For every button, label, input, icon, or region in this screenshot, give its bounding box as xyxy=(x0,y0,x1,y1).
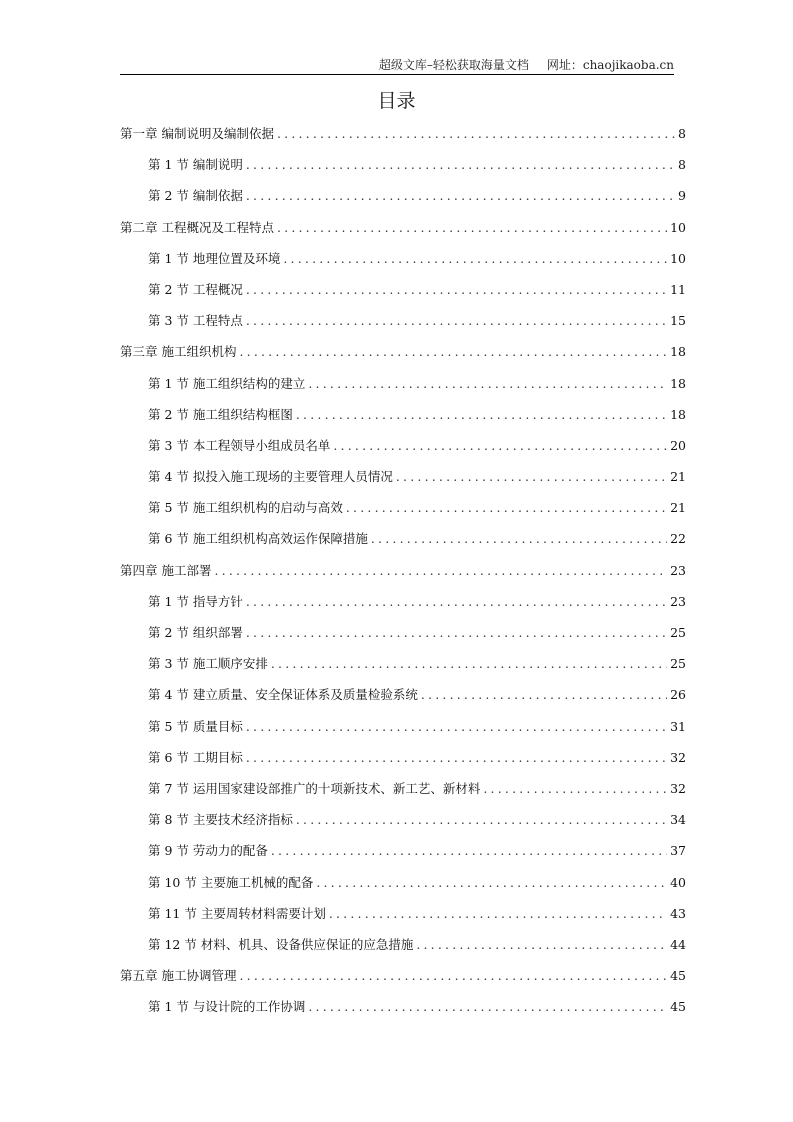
toc-page-number: 18 xyxy=(670,406,686,422)
toc-entry-label: 第三章 施工组织机构 xyxy=(120,344,237,360)
dot-leader xyxy=(277,126,675,141)
toc-chapter-entry[interactable] xyxy=(120,966,686,997)
toc-entry-label: 第 1 节 指导方针 xyxy=(148,593,243,609)
dot-leader xyxy=(396,469,667,484)
toc-page-number: 10 xyxy=(670,219,686,235)
toc-entry-label: 第 11 节 主要周转材料需要计划 xyxy=(148,905,326,921)
toc-page-number: 23 xyxy=(670,562,686,578)
toc-entry-label: 第 2 节 施工组织结构框图 xyxy=(148,406,293,422)
toc-entry-label: 第 6 节 施工组织机构高效运作保障措施 xyxy=(148,531,368,547)
dot-leader xyxy=(246,594,667,609)
toc-entry-label: 第 3 节 本工程领导小组成员名单 xyxy=(148,437,331,453)
toc-chapter-entry[interactable] xyxy=(120,124,686,155)
toc-entry-label: 第四章 施工部署 xyxy=(120,562,212,578)
toc-page-number: 8 xyxy=(678,126,686,141)
toc-page-number: 18 xyxy=(670,375,686,391)
toc-section-entry[interactable] xyxy=(120,249,686,280)
toc-page-number: 40 xyxy=(670,874,686,890)
toc-section-entry[interactable] xyxy=(120,498,686,529)
toc-page-number: 11 xyxy=(670,281,686,297)
toc-page-number: 45 xyxy=(670,968,686,984)
toc-page-number: 32 xyxy=(670,749,686,765)
toc-section-entry[interactable] xyxy=(120,529,686,560)
toc-page-number: 21 xyxy=(670,469,686,485)
toc-page-number: 26 xyxy=(670,687,686,703)
toc-section-entry[interactable] xyxy=(120,311,686,342)
dot-leader xyxy=(483,781,667,796)
dot-leader xyxy=(283,251,667,266)
toc-entry-label: 第 4 节 建立质量、安全保证体系及质量检验系统 xyxy=(148,687,418,703)
dot-leader xyxy=(239,968,667,983)
toc-section-entry[interactable] xyxy=(120,280,686,311)
toc-entry-label: 第 2 节 编制依据 xyxy=(148,188,243,204)
toc-section-entry[interactable] xyxy=(120,904,686,935)
page-header xyxy=(120,56,674,75)
dot-leader xyxy=(296,812,667,827)
dot-leader xyxy=(421,687,667,702)
toc-chapter-entry[interactable] xyxy=(120,342,686,373)
dot-leader xyxy=(316,875,667,890)
toc-section-entry[interactable] xyxy=(120,654,686,685)
toc-page-number: 43 xyxy=(670,905,686,921)
toc-section-entry[interactable] xyxy=(120,997,686,1028)
table-of-contents xyxy=(120,124,686,1028)
toc-page-number: 25 xyxy=(670,656,686,672)
toc-entry-label: 第 1 节 地理位置及环境 xyxy=(148,250,281,266)
toc-chapter-entry[interactable] xyxy=(120,218,686,249)
toc-section-entry[interactable] xyxy=(120,717,686,748)
toc-entry-label: 第 3 节 工程特点 xyxy=(148,313,243,329)
toc-entry-label: 第二章 工程概况及工程特点 xyxy=(120,219,274,235)
toc-section-entry[interactable] xyxy=(120,841,686,872)
dot-leader xyxy=(246,625,667,640)
toc-entry-label: 第 10 节 主要施工机械的配备 xyxy=(148,874,314,890)
toc-entry-label: 第 4 节 拟投入施工现场的主要管理人员情况 xyxy=(148,469,393,485)
toc-page-number: 18 xyxy=(670,344,686,360)
dot-leader xyxy=(246,750,667,765)
toc-entry-label: 第 2 节 组织部署 xyxy=(148,625,243,640)
header-site: 超级文库–轻松获取海量文档 xyxy=(378,58,529,72)
toc-section-entry[interactable] xyxy=(120,873,686,904)
toc-entry-label: 第 6 节 工期目标 xyxy=(148,749,243,765)
toc-section-entry[interactable] xyxy=(120,592,686,623)
dot-leader xyxy=(271,843,667,858)
dot-leader xyxy=(371,531,667,546)
page-title: 目录 xyxy=(377,90,416,112)
toc-section-entry[interactable] xyxy=(120,186,686,217)
dot-leader xyxy=(333,438,667,453)
toc-section-entry[interactable] xyxy=(120,467,686,498)
dot-leader xyxy=(239,344,667,359)
toc-page-number: 21 xyxy=(670,500,686,516)
toc-section-entry[interactable] xyxy=(120,374,686,405)
dot-leader xyxy=(296,407,667,422)
dot-leader xyxy=(346,500,667,515)
toc-page-number: 22 xyxy=(670,531,686,547)
toc-section-entry[interactable] xyxy=(120,748,686,779)
dot-leader xyxy=(246,188,675,203)
dot-leader xyxy=(214,563,667,578)
toc-chapter-entry[interactable] xyxy=(120,561,686,592)
toc-entry-label: 第 12 节 材料、机具、设备供应保证的应急措施 xyxy=(148,936,414,952)
toc-page-number: 31 xyxy=(670,718,686,734)
toc-section-entry[interactable] xyxy=(120,405,686,436)
toc-section-entry[interactable] xyxy=(120,810,686,841)
toc-page-number: 45 xyxy=(670,999,686,1015)
toc-entry-label: 第 9 节 劳动力的配备 xyxy=(148,843,268,859)
dot-leader xyxy=(246,282,667,297)
toc-page-number: 32 xyxy=(670,780,686,796)
toc-entry-label: 第 7 节 运用国家建设部推广的十项新技术、新工艺、新材料 xyxy=(148,780,481,796)
toc-page-number: 37 xyxy=(670,843,686,859)
toc-entry-label: 第 8 节 主要技术经济指标 xyxy=(148,812,293,828)
dot-leader xyxy=(246,157,675,172)
header-url: 网址：chaojikaoba.cn xyxy=(546,58,674,72)
toc-section-entry[interactable] xyxy=(120,623,686,654)
toc-entry-label: 第 5 节 质量目标 xyxy=(148,718,243,734)
toc-page-number: 9 xyxy=(678,188,686,204)
toc-page-number: 25 xyxy=(670,625,686,640)
dot-leader xyxy=(246,313,667,328)
dot-leader xyxy=(329,906,667,921)
toc-page-number: 44 xyxy=(670,936,686,952)
dot-leader xyxy=(246,719,667,734)
toc-section-entry[interactable] xyxy=(120,155,686,186)
toc-entry-label: 第五章 施工协调管理 xyxy=(120,968,237,984)
dot-leader xyxy=(308,999,667,1014)
toc-section-entry[interactable] xyxy=(120,685,686,716)
toc-entry-label: 第 1 节 与设计院的工作协调 xyxy=(148,999,306,1015)
dot-leader xyxy=(308,376,667,391)
toc-entry-label: 第 5 节 施工组织机构的启动与高效 xyxy=(148,500,343,516)
toc-section-entry[interactable] xyxy=(120,436,686,467)
dot-leader xyxy=(416,937,667,952)
toc-section-entry[interactable] xyxy=(120,779,686,810)
toc-entry-label: 第 1 节 编制说明 xyxy=(148,157,243,173)
dot-leader xyxy=(277,220,667,235)
toc-page-number: 23 xyxy=(670,593,686,609)
toc-entry-label: 第 1 节 施工组织结构的建立 xyxy=(148,375,306,391)
toc-page-number: 34 xyxy=(670,812,686,828)
toc-page-number: 10 xyxy=(670,250,686,266)
toc-entry-label: 第 3 节 施工顺序安排 xyxy=(148,656,268,672)
toc-entry-label: 第一章 编制说明及编制依据 xyxy=(120,126,274,141)
toc-page-number: 8 xyxy=(678,157,686,173)
toc-page-number: 15 xyxy=(670,313,686,329)
dot-leader xyxy=(271,656,667,671)
toc-entry-label: 第 2 节 工程概况 xyxy=(148,281,243,297)
toc-section-entry[interactable] xyxy=(120,935,686,966)
toc-page-number: 20 xyxy=(670,437,686,453)
